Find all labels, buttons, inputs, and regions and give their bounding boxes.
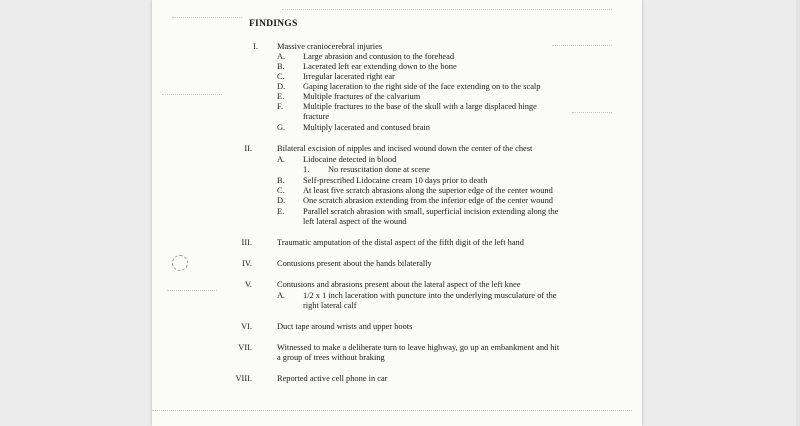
findings-heading: FINDINGS	[249, 18, 298, 29]
item-letter: D.	[277, 196, 286, 205]
item-letter: G.	[277, 123, 286, 132]
scan-artifact	[152, 410, 632, 411]
scrollbar-track[interactable]	[796, 0, 800, 426]
item-letter: C.	[277, 186, 285, 195]
item-letter: C.	[277, 72, 285, 81]
item-text: Large abrasion and contusion to the forehead	[303, 52, 455, 61]
scan-artifact	[162, 94, 222, 95]
item-letter: D.	[277, 82, 286, 91]
item-text: Multiple fractures of the calvarium	[303, 92, 421, 101]
subitem-number: 1.	[303, 165, 310, 174]
section-title: Contusions and abrasions present about the lateral aspect of the left knee	[277, 280, 521, 289]
item-text: Parallel scratch abrasion with small, superficial incision extending along the	[303, 207, 559, 216]
scan-artifact	[167, 290, 217, 291]
section-numeral: VI.	[241, 322, 252, 331]
section-title: Traumatic amputation of the distal aspect of the fifth digit of the left hand	[277, 238, 524, 247]
section-numeral: IV.	[242, 259, 252, 268]
item-text: Irregular lacerated right ear	[303, 72, 395, 81]
item-letter: A.	[277, 52, 286, 61]
item-text-continued: fracture	[303, 112, 330, 121]
subitem-text: No resuscitation done at scene	[328, 165, 430, 174]
section-numeral: II.	[244, 144, 252, 153]
item-text: Gaping laceration to the right side of the face extending on to the scalp	[303, 82, 541, 91]
section-title: Massive craniocerebral injuries	[277, 42, 383, 51]
document-page	[152, 0, 642, 426]
scan-artifact	[572, 112, 612, 113]
item-letter: F.	[277, 102, 284, 111]
scan-artifact	[282, 9, 612, 10]
section-title: Duct tape around wrists and upper boots	[277, 322, 413, 331]
item-text: Lidocaine detected in blood	[303, 155, 397, 164]
scan-artifact	[172, 17, 242, 18]
section-numeral: III.	[241, 238, 252, 247]
item-text: Self-prescribed Lidocaine cream 10 days prior to death	[303, 176, 488, 185]
section-numeral: VIII.	[235, 374, 252, 383]
item-text-continued: right lateral calf	[303, 301, 357, 310]
section-numeral: VII.	[238, 343, 252, 352]
section-title: Contusions present about the hands bilaterally	[277, 259, 432, 268]
item-text: Multiple fractures to the base of the skull with a large displaced hinge	[303, 102, 537, 111]
item-letter: B.	[277, 176, 285, 185]
item-text: At least five scratch abrasions along the superior edge of the center wound	[303, 186, 553, 195]
item-text: Multiply lacerated and contused brain	[303, 123, 430, 132]
scan-hole-punch-mark	[172, 255, 188, 271]
item-text-continued: left lateral aspect of the wound	[303, 217, 407, 226]
item-text: 1/2 x 1 inch laceration with puncture into the underlying musculature of the	[303, 291, 557, 300]
section-title: Bilateral excision of nipples and incised wound down the center of the chest	[277, 144, 533, 153]
item-letter: E.	[277, 207, 285, 216]
item-text: Lacerated left ear extending down to the bone	[303, 62, 457, 71]
item-text: One scratch abrasion extending from the inferior edge of the center wound	[303, 196, 553, 205]
item-letter: A.	[277, 291, 286, 300]
section-numeral: I.	[253, 42, 258, 51]
section-title: Reported active cell phone in car	[277, 374, 388, 383]
section-numeral: V.	[244, 280, 252, 289]
section-title: Witnessed to make a deliberate turn to leave highway, go up an embankment and hit	[277, 343, 560, 352]
item-letter: B.	[277, 62, 285, 71]
section-title-continued: a group of trees without braking	[277, 353, 385, 362]
scan-artifact	[552, 45, 612, 46]
item-letter: A.	[277, 155, 286, 164]
item-letter: E.	[277, 92, 285, 101]
